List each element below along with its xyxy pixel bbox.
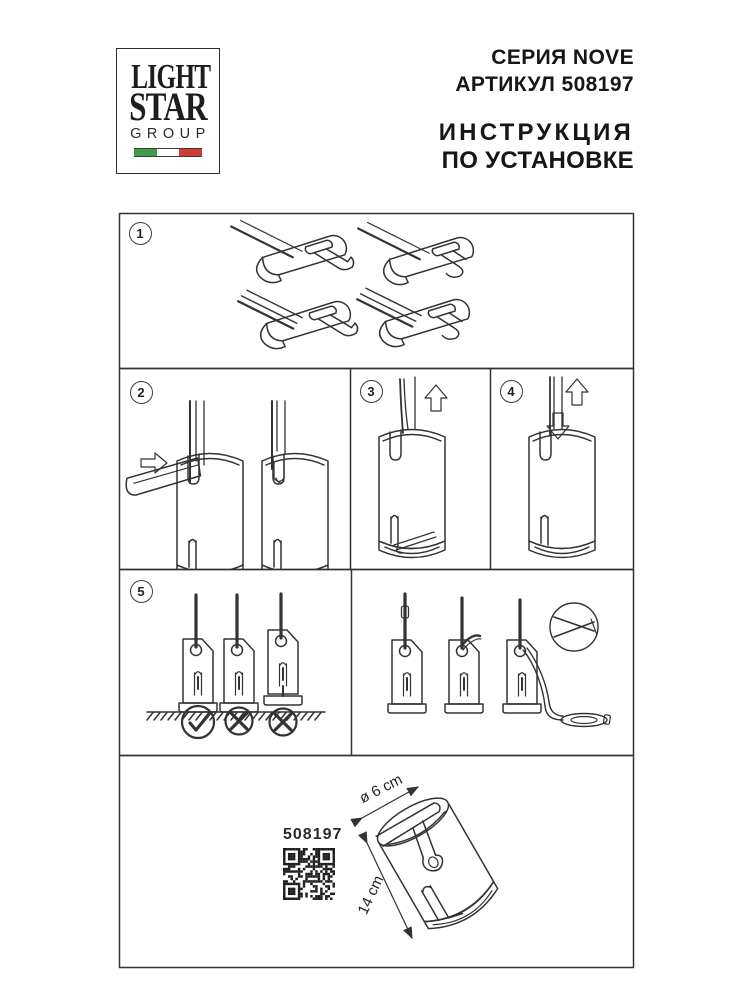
instruction-title-line1: ИНСТРУКЦИЯ <box>438 119 634 146</box>
tag-with-crimp <box>388 594 426 713</box>
canopy-assembly <box>529 377 595 558</box>
wire-cutter-icon <box>554 617 597 637</box>
tag-correct <box>179 595 217 712</box>
footer-article-number: 508197 <box>283 826 343 843</box>
tag-wrong-2 <box>264 594 302 705</box>
step2-canopy-insert-diagram <box>119 369 350 570</box>
canopy-assembly <box>379 377 445 558</box>
tag-with-excess-coil <box>503 600 611 727</box>
length-label: 14 cm <box>354 872 388 918</box>
logo-text-group: GROUP <box>130 126 211 142</box>
canopy-with-plate-partial <box>124 401 243 570</box>
magnifier-circle <box>550 603 598 651</box>
step1-cable-clip-diagram <box>119 213 634 369</box>
ok-circle <box>182 706 214 738</box>
logo-text-star: STAR <box>129 84 207 129</box>
series-title: СЕРИЯ NOVE <box>491 46 634 69</box>
step3-canopy-pullup-diagram <box>350 369 490 570</box>
cross-icon <box>231 713 247 729</box>
article-title: АРТИКУЛ 508197 <box>455 73 634 96</box>
step-number: 3 <box>367 383 375 399</box>
step-number: 5 <box>137 583 145 599</box>
step-number: 2 <box>137 384 145 400</box>
canopy-isometric <box>371 789 503 938</box>
logo-text-light: LIGHT <box>131 57 211 96</box>
tag-wrong-1 <box>220 595 258 712</box>
qr-code <box>283 848 335 900</box>
step4-canopy-adjust-diagram <box>490 369 634 570</box>
step5-mounting-check-diagram <box>119 570 351 755</box>
clip-strap-open <box>237 279 359 352</box>
instruction-title-line2: ПО УСТАНОВКЕ <box>441 147 634 174</box>
diameter-label: ø 6 cm <box>356 771 406 807</box>
clip-folded <box>358 213 477 288</box>
step-number: 1 <box>136 225 144 241</box>
canopy-with-plate-seated <box>262 401 328 570</box>
clip-strap-closed <box>356 278 472 350</box>
tag-with-bent-end <box>445 598 483 713</box>
step5-cable-trim-diagram <box>351 570 634 755</box>
arrow-up-icon <box>425 385 447 411</box>
step-number: 4 <box>507 383 515 399</box>
arrow-up-icon <box>566 379 588 405</box>
product-dimensions-diagram <box>119 755 634 968</box>
clip-open <box>231 213 355 286</box>
